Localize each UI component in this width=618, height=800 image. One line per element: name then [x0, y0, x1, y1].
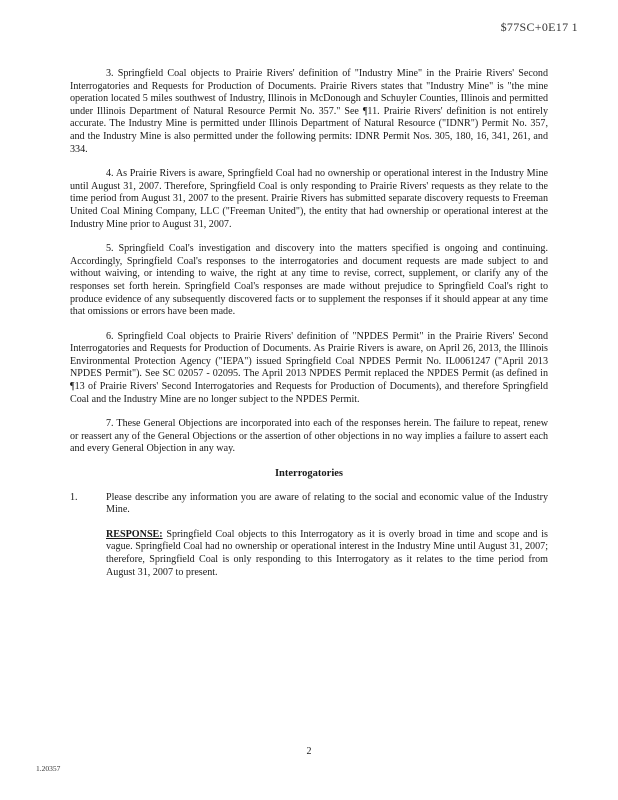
objection-paragraph-7: 7. These General Objections are incorporated into each of the responses herein. The failure to repeat, renew or reassert any of the General Objections or the assertion of other objections in no way implies a failure to assert each and every General Objection in any way.	[70, 418, 549, 455]
interrogatory-item	[70, 492, 548, 580]
interrogatories-heading: Interrogatories	[274, 468, 344, 480]
document-body	[70, 68, 548, 579]
interrogatory-question: Please describe any information you are aware of relating to the social and economic value of the Industry Mine.	[106, 491, 548, 516]
interrogatory-response	[106, 529, 548, 579]
objection-paragraph-3: 3. Springfield Coal objects to Prairie Rivers' definition of "Industry Mine" in the Prairie Rivers' Second Interrogatories and Requests for Production of Documents. Prairie Rivers states that "Industry Mine" is "the mine operation located 5 miles southwest of Industry, Illinois in McDonough and Schuyler Counties, Illinois and permitted under Illinois Department of Natural Resource Permit No. 357." See ¶11. Prairie Rivers' definition is not entirely accurate. The Industry Mine is permitted under Illinois Department of Natural Resource ("IDNR") Permit No. 357, and the Industry Mine is also permitted under the following permits: IDNR Permit Nos. 305, 180, 16, 341, 261, and 334.	[70, 68, 548, 155]
document-id: 1.20357	[36, 764, 61, 773]
objection-paragraph-4: 4. As Prairie Rivers is aware, Springfield Coal had no ownership or operational interest in the Industry Mine until August 31, 2007. Therefore, Springfield Coal is only responding to Prairie Rivers' requests as they relate to the time period from August 31, 2007 to the present. Prairie Rivers has submitted separate discovery requests to Freeman United Coal Mining Company, LLC ("Freeman United"), the entity that had ownership or operational interest at the Industry Mine prior to August 31, 2007.	[70, 168, 548, 230]
bates-stamp: $77SC+0E17 1	[500, 20, 578, 34]
response-text: Springfield Coal objects to this Interrogatory as it is overly broad in time and scope and is vague. Springfield Coal had no ownership or operational interest in the Industry Mine until August 31, 2007; therefore, Springfield Coal is only responding to this Interrogatory as it relates to the time period from August 31, 2007 to present.	[106, 528, 548, 578]
interrogatory-number: 1.	[70, 491, 78, 503]
page-number: 2	[306, 746, 312, 757]
objection-paragraph-6: 6. Springfield Coal objects to Prairie Rivers' definition of "NPDES Permit" in the Prairie Rivers' Second Interrogatories and Requests for Production of Documents. As Prairie Rivers is aware, on April 26, 2013, the Illinois Environmental Protection Agency ("IEPA") issued Springfield Coal NPDES Permit No. IL0061247 ("April 2013 NPDES Permit"). See SC 02057 - 02095. The April 2013 NPDES Permit replaced the NPDES Permit (as defined in ¶13 of Prairie Rivers' Second Interrogatories and Requests for Production of Documents), and therefore Springfield Coal and the Industry Mine are no longer subject to the NPDES Permit.	[70, 330, 548, 405]
objection-paragraph-5: 5. Springfield Coal's investigation and discovery into the matters specified is ongoing and continuing. Accordingly, Springfield Coal's responses to the interrogatories and document requests are made subject to and without waiving, or intending to waive, the right at any time to revise, correct, supplement, or clarify any of the responses set forth herein. Springfield Coal's responses are made without prejudice to Springfield Coal's right to produce evidence of any subsequently discovered facts or to supplement the responses if it should appear at any time that omissions or errors have been made.	[70, 243, 548, 318]
response-label: RESPONSE:	[106, 528, 163, 540]
